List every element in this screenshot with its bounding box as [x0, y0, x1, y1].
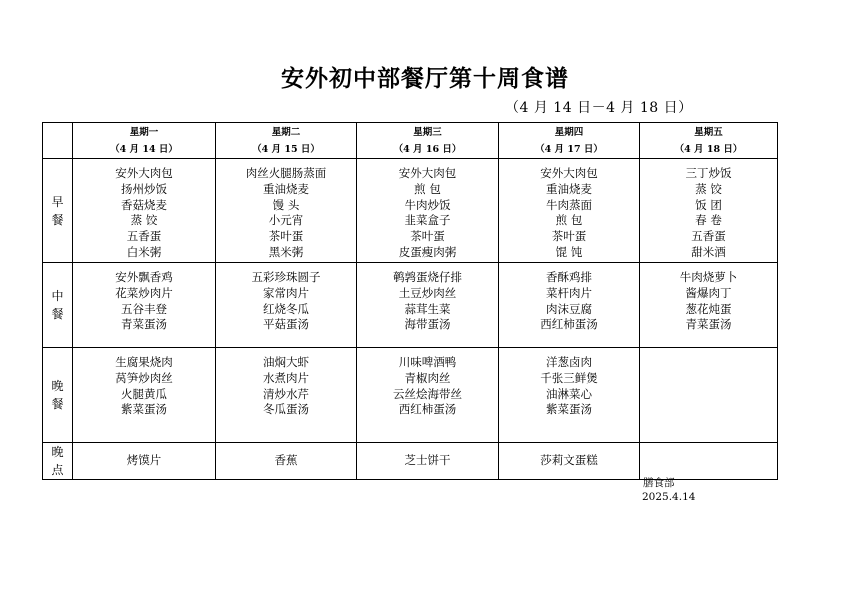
meal-label [43, 159, 73, 263]
menu-cell-evening-snack-wed [357, 443, 499, 480]
day-date: （4 月 18 日） [674, 143, 743, 155]
dish-item: 五香蛋 [691, 229, 726, 244]
dish-item: 芝士饼干 [404, 453, 451, 468]
day-name: 星期一 [129, 126, 159, 138]
dish-item: 烤馍片 [126, 453, 162, 468]
dish-item: 海带蛋汤 [404, 317, 451, 332]
dish-item: 煎 包 [555, 213, 583, 228]
dish-item: 五谷丰登 [121, 301, 167, 316]
dish-item: 扬州炒饭 [121, 181, 167, 196]
dish-item: 蒜茸生菜 [404, 301, 451, 316]
day-date: （4 月 16 日） [393, 143, 462, 155]
dish-item: 蒸 饺 [130, 213, 158, 228]
dish-item: 清炒水芹 [263, 386, 309, 401]
dish-item: 饭 团 [695, 197, 722, 212]
dish-item: 油淋菜心 [546, 386, 592, 401]
menu-cell-lunch-fri [640, 263, 778, 348]
meal-row-dinner [43, 348, 778, 443]
day-name: 星期三 [413, 126, 442, 138]
dish-item: 紫菜蛋汤 [546, 402, 592, 417]
menu-cell-dinner-thu [499, 348, 640, 443]
meal-label-char: 晚 [51, 445, 64, 459]
meal-label-char: 餐 [51, 307, 64, 321]
meal-label [43, 443, 73, 480]
dish-item: 小元宵 [268, 213, 304, 228]
dish-item: 水煮肉片 [263, 370, 309, 385]
dish-item: 韭菜盒子 [404, 213, 451, 228]
dish-item: 青菜蛋汤 [121, 317, 167, 332]
dish-item: 平菇蛋汤 [263, 317, 309, 332]
menu-cell-dinner-fri [640, 348, 778, 443]
day-date: （4 月 15 日） [252, 143, 320, 155]
dish-item: 家常肉片 [263, 285, 309, 300]
dish-item: 甜米酒 [691, 244, 726, 259]
dish-item: 香蕉 [274, 453, 298, 468]
meal-label-char: 点 [51, 463, 64, 477]
day-header-wed [357, 123, 499, 159]
dish-item: 五彩珍珠圆子 [251, 270, 321, 284]
dish-item: 安外飘香鸡 [115, 270, 173, 284]
menu-cell-breakfast-mon [73, 159, 216, 263]
date-range: （4 月 14 日－4 月 18 日） [505, 100, 693, 116]
meal-row-lunch [43, 263, 778, 348]
day-name: 星期五 [694, 126, 723, 138]
day-header-mon [73, 123, 216, 159]
menu-cell-evening-snack-mon [73, 443, 216, 480]
dish-item: 皮蛋瘦肉粥 [398, 244, 457, 259]
dish-item: 五香蛋 [126, 229, 162, 244]
dish-item: 茶叶蛋 [551, 229, 587, 244]
meal-label-char: 餐 [51, 212, 64, 227]
dish-item: 馄 饨 [555, 244, 583, 259]
meal-label-char: 餐 [51, 397, 64, 411]
dish-item: 肉沫豆腐 [546, 301, 592, 316]
corner-cell [43, 123, 73, 159]
dish-item: 馒 头 [272, 197, 300, 212]
menu-cell-lunch-wed [357, 263, 499, 348]
menu-cell-breakfast-wed [357, 159, 499, 263]
dish-item: 牛肉炒饭 [404, 197, 451, 212]
menu-cell-breakfast-fri [640, 159, 778, 263]
dish-item: 重油烧麦 [263, 181, 309, 196]
page-title: 安外初中部餐厅第十周食谱 [281, 66, 569, 92]
dish-item: 安外大肉包 [115, 166, 173, 180]
dish-item: 云丝烩海带丝 [393, 386, 462, 401]
meal-label [43, 263, 73, 348]
menu-cell-evening-snack-tue [216, 443, 357, 480]
dish-item: 青菜蛋汤 [685, 317, 732, 332]
dish-item: 牛肉烧萝卜 [679, 270, 738, 284]
dish-item: 鹌鹑蛋烧仔排 [393, 270, 462, 284]
menu-cell-breakfast-thu [499, 159, 640, 263]
dish-item: 香菇烧麦 [121, 197, 167, 212]
menu-cell-lunch-tue [216, 263, 357, 348]
dish-item: 茶叶蛋 [410, 229, 445, 244]
dish-item: 青椒肉丝 [404, 370, 451, 385]
dish-item: 酱爆肉丁 [685, 285, 732, 300]
dish-item: 葱花炖蛋 [685, 301, 732, 316]
day-header-fri [640, 123, 778, 159]
dish-item: 安外大肉包 [398, 166, 457, 180]
dish-item: 牛肉蒸面 [546, 197, 592, 212]
meal-label-char: 中 [51, 289, 64, 303]
menu-cell-evening-snack-thu [499, 443, 640, 480]
meal-label [43, 348, 73, 443]
dish-item: 肉丝火腿肠蒸面 [245, 166, 327, 180]
day-date: （4 月 14 日） [110, 143, 178, 155]
dish-item: 煎 包 [414, 181, 441, 196]
menu-cell-lunch-thu [499, 263, 640, 348]
dish-item: 香酥鸡排 [546, 270, 592, 284]
dish-item: 三丁炒饭 [685, 166, 732, 180]
dish-item: 千张三鲜煲 [540, 370, 598, 385]
dish-item: 紫菜蛋汤 [121, 402, 167, 417]
meal-label-char: 晚 [51, 379, 64, 393]
menu-cell-breakfast-tue [216, 159, 357, 263]
menu-cell-dinner-wed [357, 348, 499, 443]
dish-item: 西红柿蛋汤 [398, 402, 457, 417]
meal-row-evening-snack [43, 443, 778, 480]
day-header-thu [499, 123, 640, 159]
day-date: （4 月 17 日） [535, 143, 603, 155]
dish-item: 花菜炒肉片 [115, 285, 173, 300]
dish-item: 茶叶蛋 [268, 229, 304, 244]
day-header-tue [216, 123, 357, 159]
dish-item: 土豆炒肉丝 [398, 285, 457, 300]
menu-table [42, 122, 778, 480]
menu-cell-dinner-mon [73, 348, 216, 443]
day-name: 星期二 [271, 126, 301, 138]
menu-cell-lunch-mon [73, 263, 216, 348]
dish-item: 生腐果烧肉 [115, 355, 173, 369]
footer-date: 2025.4.14 [642, 491, 696, 503]
dish-item: 安外大肉包 [540, 166, 598, 180]
dish-item: 西红柿蛋汤 [540, 317, 598, 332]
dish-item: 白米粥 [126, 244, 162, 259]
dish-item: 菜杆肉片 [546, 285, 592, 300]
dish-item: 蒸 饺 [695, 181, 722, 196]
dish-item: 黑米粥 [268, 244, 304, 259]
dish-item: 重油烧麦 [546, 181, 592, 196]
dish-item: 洋葱卤肉 [546, 355, 592, 369]
footer-department: 膳食部 [643, 477, 675, 489]
dish-item: 川味啤酒鸭 [398, 355, 457, 369]
dish-item: 红烧冬瓜 [263, 301, 309, 316]
menu-cell-dinner-tue [216, 348, 357, 443]
day-name: 星期四 [554, 126, 584, 138]
dish-item: 莎莉文蛋糕 [540, 453, 598, 468]
header-row [43, 123, 778, 159]
meal-label-char: 早 [51, 194, 64, 209]
meal-row-breakfast [43, 159, 778, 263]
dish-item: 莴笋炒肉丝 [115, 370, 173, 385]
dish-item: 冬瓜蛋汤 [263, 402, 309, 417]
dish-item: 春 卷 [695, 213, 722, 228]
dish-item: 火腿黄瓜 [121, 386, 167, 401]
menu-cell-evening-snack-fri [640, 443, 778, 480]
dish-item: 油焖大虾 [263, 355, 309, 369]
